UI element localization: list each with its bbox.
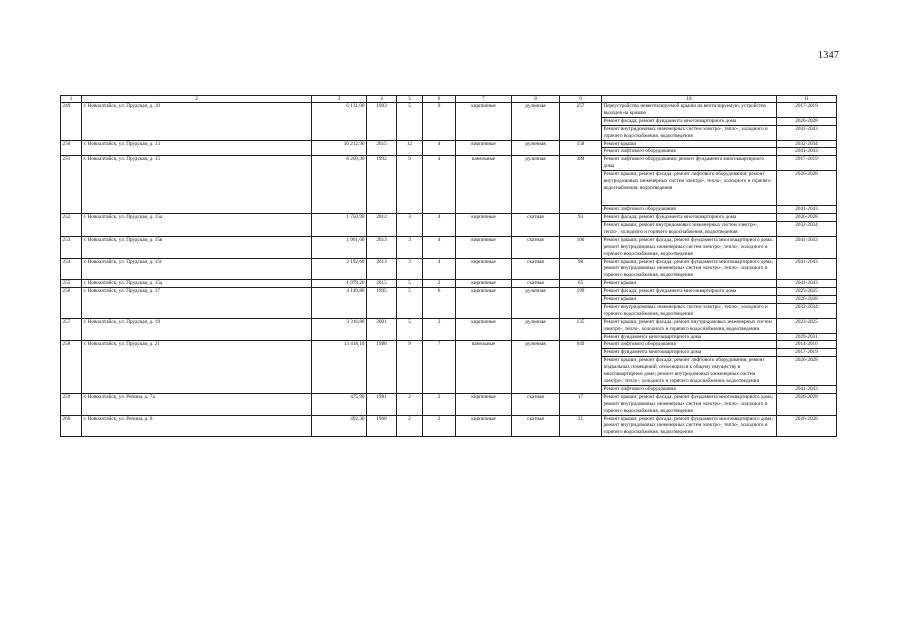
house-number-cell: 254 [61,258,82,280]
entrances-cell: 4 [423,156,456,214]
work-period-cell: 2017-2019 [777,349,837,357]
year-cell: 1992 [367,156,397,214]
work-description-cell: Ремонт фундамента многоквартирного дома [602,349,777,357]
table-row [61,288,837,296]
work-description-cell: Ремонт внутридомовых инженерных систем электро-, тепло-, холодного и горячего водоснабжения, водоотведения [602,303,777,318]
roof-type-cell: скатная [512,236,560,258]
work-description-cell: Ремонт лифтового оборудования; ремонт фундамента многоквартирного дома [602,156,777,171]
count-cell: 17 [560,393,602,415]
walls-material-cell: кирпичные [456,318,512,341]
walls-material-cell: кирпичные [456,258,512,280]
floors-cell: 2 [397,415,423,437]
work-period-cell: 2023-2025 [777,318,837,333]
work-description-cell: Ремонт крыши; ремонт фасада; ремонт внутридомовых инженерных систем электро-, тепло-, холодного и горячего водоснабжения, водоотведения [602,318,777,333]
count-cell: 100 [560,236,602,258]
year-cell: 2015 [367,140,397,156]
entrances-cell: 4 [423,236,456,258]
header-row [61,96,837,103]
year-cell: 1968 [367,415,397,437]
roof-type-cell: рулонная [512,341,560,393]
house-number-cell: 259 [61,393,82,415]
address-cell: г. Новоалтайск, ул. Прудская, д. 15д [82,280,312,288]
table-row [61,156,837,171]
address-cell: г. Новоалтайск, ул. Репина, д. 7а [82,393,312,415]
year-cell: 2001 [367,318,397,341]
count-cell: 93 [560,214,602,237]
table-row [61,393,837,415]
work-description-cell: Ремонт крыши; ремонт фасада; ремонт фундамента многоквартирного дома; ремонт внутридомовых инженерных систем электро-, тепло-, холодного и горячего водоснабжения, водоотведения [602,415,777,437]
work-period-cell: 2041-2043 [777,125,837,140]
area-cell: 1 750,90 [312,214,367,237]
work-description-cell: Ремонт крыши [602,296,777,304]
address-cell: г. Новоалтайск, ул. Прудская, д. 19 [82,318,312,341]
count-cell: 158 [560,140,602,156]
work-period-cell: 2032-2034 [777,221,837,236]
table-row [61,258,837,280]
house-number-cell: 256 [61,288,82,319]
roof-type-cell: рулонная [512,318,560,341]
floors-cell: 9 [397,156,423,214]
header-cell: 9 [560,96,602,103]
walls-material-cell: кирпичные [456,393,512,415]
header-cell: 8 [512,96,560,103]
work-period-cell: 2041-2043 [777,236,837,258]
work-period-cell: 2014-2016 [777,341,837,349]
work-period-cell: 2026-2028 [777,117,837,125]
count-cell: 649 [560,341,602,393]
table-row [61,236,837,258]
work-description-cell: Ремонт крыши; ремонт фасада; ремонт фундамента многоквартирного дома; ремонт внутридомовых инженерных систем электро-, тепло-, холодного и горячего водоснабжения, водоотведения [602,393,777,415]
walls-material-cell: кирпичные [456,140,512,156]
work-period-cell: 2026-2028 [777,296,837,304]
work-description-cell: Ремонт фасада; ремонт фундамента многоквартирного дома [602,214,777,222]
work-period-cell: 2041-2043 [777,280,837,288]
year-cell: 1981 [367,393,397,415]
table-row [61,341,837,349]
address-cell: г. Новоалтайск, ул. Прудская, д. 13 [82,140,312,156]
header-cell: 7 [456,96,512,103]
work-description-cell: Ремонт крыши; ремонт фасада; ремонт фундамента многоквартирного дома; ремонт внутридомовых инженерных систем электро-, тепло-, холодного и горячего водоснабжения, водоотведения [602,236,777,258]
area-cell: 475,90 [312,393,367,415]
floors-cell: 5 [397,280,423,288]
house-number-cell: 252 [61,214,82,237]
work-description-cell: Ремонт фасада; ремонт фундамента многоквартирного дома [602,117,777,125]
address-cell: г. Новоалтайск, ул. Прудская, д. 21 [82,341,312,393]
address-cell: г. Новоалтайск, ул. Прудская, д. 15в [82,236,312,258]
house-number-cell: 251 [61,156,82,214]
work-description-cell: Ремонт лифтового оборудования [602,206,777,214]
address-cell: г. Новоалтайск, ул. Прудская, д. 15 [82,156,312,214]
count-cell: 65 [560,280,602,288]
house-number-cell: 253 [61,236,82,258]
work-period-cell: 2029-2031 [777,333,837,341]
work-description-cell: Ремонт лифтового оборудования [602,148,777,156]
roof-type-cell: рулонная [512,140,560,156]
address-cell: г. Новоалтайск, ул. Прудская, д. 10 [82,103,312,141]
entrances-cell: 9 [423,103,456,141]
header-cell: 2 [82,96,312,103]
entrances-cell: 2 [423,415,456,437]
work-period-cell: 2041-2043 [777,258,837,280]
area-cell: 13 418,10 [312,341,367,393]
work-period-cell: 2023-2025 [777,288,837,296]
floors-cell: 3 [397,258,423,280]
house-number-cell: 257 [61,318,82,341]
work-description-cell: Ремонт крыши [602,140,777,148]
table-row [61,214,837,222]
entrances-cell: 2 [423,280,456,288]
table-row [61,318,837,333]
work-description-cell: Ремонт крыши; ремонт фасада; ремонт фундамента многоквартирного дома; ремонт внутридомовых инженерных систем электро-, тепло-, холодного и горячего водоснабжения, водоотведения [602,258,777,280]
year-cell: 2015 [367,280,397,288]
address-cell: г. Новоалтайск, ул. Прудская, д. 15а [82,214,312,237]
work-period-cell: 2017-2019 [777,103,837,118]
table-row [61,280,837,288]
table-row [61,140,837,148]
header-cell: 3 [312,96,367,103]
work-description-cell: Ремонт крыши; ремонт фасада; ремонт лифтового оборудования; ремонт подвальных помещений, относящихся к общему имуществу в многоквартирном доме; ремонт внутридомовых инженерных систем электро-, тепло-, холодного и горячего водоснабжения, водоотведения [602,357,777,386]
area-cell: 3 316,80 [312,318,367,341]
work-period-cell: 2017-2019 [777,156,837,171]
area-cell: 6 131,00 [312,103,367,141]
table-row [61,103,837,118]
work-description-cell: Ремонт фундамента многоквартирного дома [602,333,777,341]
count-cell: 384 [560,156,602,214]
floors-cell: 5 [397,318,423,341]
address-cell: г. Новоалтайск, ул. Прудская, д. 15г [82,258,312,280]
work-period-cell: 2026-2028 [777,214,837,222]
page-number: 1347 [818,50,840,61]
work-period-cell: 2032-2034 [777,140,837,148]
house-number-cell: 249 [61,103,82,141]
table-row [61,415,837,437]
entrances-cell: 4 [423,214,456,237]
work-description-cell: Ремонт крыши; ремонт фасада; ремонт лифтового оборудования; ремонт внутридомовых инженерных систем электро-, тепло-, холодного и горячего водоснабжения, водоотведения [602,171,777,206]
floors-cell: 3 [397,236,423,258]
work-period-cell: 2026-2028 [777,393,837,415]
header-cell: 5 [397,96,423,103]
house-number-cell: 260 [61,415,82,437]
roof-type-cell: рулонная [512,103,560,141]
floors-cell: 9 [397,341,423,393]
area-cell: 10 212,90 [312,140,367,156]
area-cell: 492,30 [312,415,367,437]
year-cell: 2013 [367,236,397,258]
area-cell: 2 192,60 [312,258,367,280]
house-number-cell: 255 [61,280,82,288]
work-period-cell: 2032-2034 [777,303,837,318]
work-period-cell: 2041-2043 [777,385,837,393]
work-period-cell: 2026-2028 [777,415,837,437]
walls-material-cell: кирпичные [456,288,512,319]
header-cell: 1 [61,96,82,103]
table-body [61,103,837,437]
year-cell: 2012 [367,214,397,237]
roof-type-cell: скатная [512,280,560,288]
entrances-cell: 4 [423,258,456,280]
year-cell: 1988 [367,341,397,393]
walls-material-cell: кирпичные [456,280,512,288]
year-cell: 1983 [367,103,397,141]
repair-schedule-table [60,95,837,437]
count-cell: 257 [560,103,602,141]
entrances-cell: 7 [423,341,456,393]
roof-type-cell: скатная [512,214,560,237]
work-period-cell: 2041-2043 [777,148,837,156]
walls-material-cell: кирпичные [456,236,512,258]
address-cell: г. Новоалтайск, ул. Прудская, д. 17 [82,288,312,319]
entrances-cell: 3 [423,318,456,341]
entrances-cell: 2 [423,393,456,415]
work-description-cell: Ремонт лифтового оборудования [602,385,777,393]
count-cell: 21 [560,415,602,437]
count-cell: 199 [560,288,602,319]
header-cell: 6 [423,96,456,103]
area-cell: 1 979,20 [312,280,367,288]
walls-material-cell: кирпичные [456,103,512,141]
work-description-cell: Ремонт крыши [602,280,777,288]
entrances-cell: 4 [423,140,456,156]
walls-material-cell: панельные [456,156,512,214]
count-cell: 98 [560,258,602,280]
roof-type-cell: рулонная [512,288,560,319]
floors-cell: 3 [397,214,423,237]
roof-type-cell: скатная [512,415,560,437]
roof-type-cell: скатная [512,393,560,415]
house-number-cell: 250 [61,140,82,156]
work-description-cell: Ремонт внутридомовых инженерных систем электро-, тепло-, холодного и горячего водоснабжения, водоотведения [602,125,777,140]
work-period-cell: 2041-2043 [777,206,837,214]
walls-material-cell: кирпичные [456,214,512,237]
header-cell: 4 [367,96,397,103]
work-description-cell: Ремонт фасада; ремонт фундамента многоквартирного дома [602,288,777,296]
work-description-cell: Ремонт крыши; ремонт внутридомовых инженерных систем электро-, тепло-, холодного и горячего водоснабжения, водоотведения [602,221,777,236]
walls-material-cell: кирпичные [456,415,512,437]
work-period-cell: 2026-2028 [777,171,837,206]
floors-cell: 2 [397,393,423,415]
walls-material-cell: панельные [456,341,512,393]
address-cell: г. Новоалтайск, ул. Репина, д. 8 [82,415,312,437]
roof-type-cell: скатная [512,258,560,280]
year-cell: 1995 [367,288,397,319]
area-cell: 8 269,30 [312,156,367,214]
roof-type-cell: рулонная [512,156,560,214]
area-cell: 1 961,00 [312,236,367,258]
count-cell: 135 [560,318,602,341]
work-period-cell: 2026-2028 [777,357,837,386]
floors-cell: 5 [397,288,423,319]
floors-cell: 12 [397,140,423,156]
header-cell: 10 [602,96,777,103]
work-description-cell: Ремонт лифтового оборудования [602,341,777,349]
work-description-cell: Переустройство невентилируемой крыши на вентилируемую, устройство выходов на кровлю [602,103,777,118]
entrances-cell: 6 [423,288,456,319]
house-number-cell: 258 [61,341,82,393]
floors-cell: 5 [397,103,423,141]
header-cell: 11 [777,96,837,103]
year-cell: 2013 [367,258,397,280]
area-cell: 4 149,86 [312,288,367,319]
